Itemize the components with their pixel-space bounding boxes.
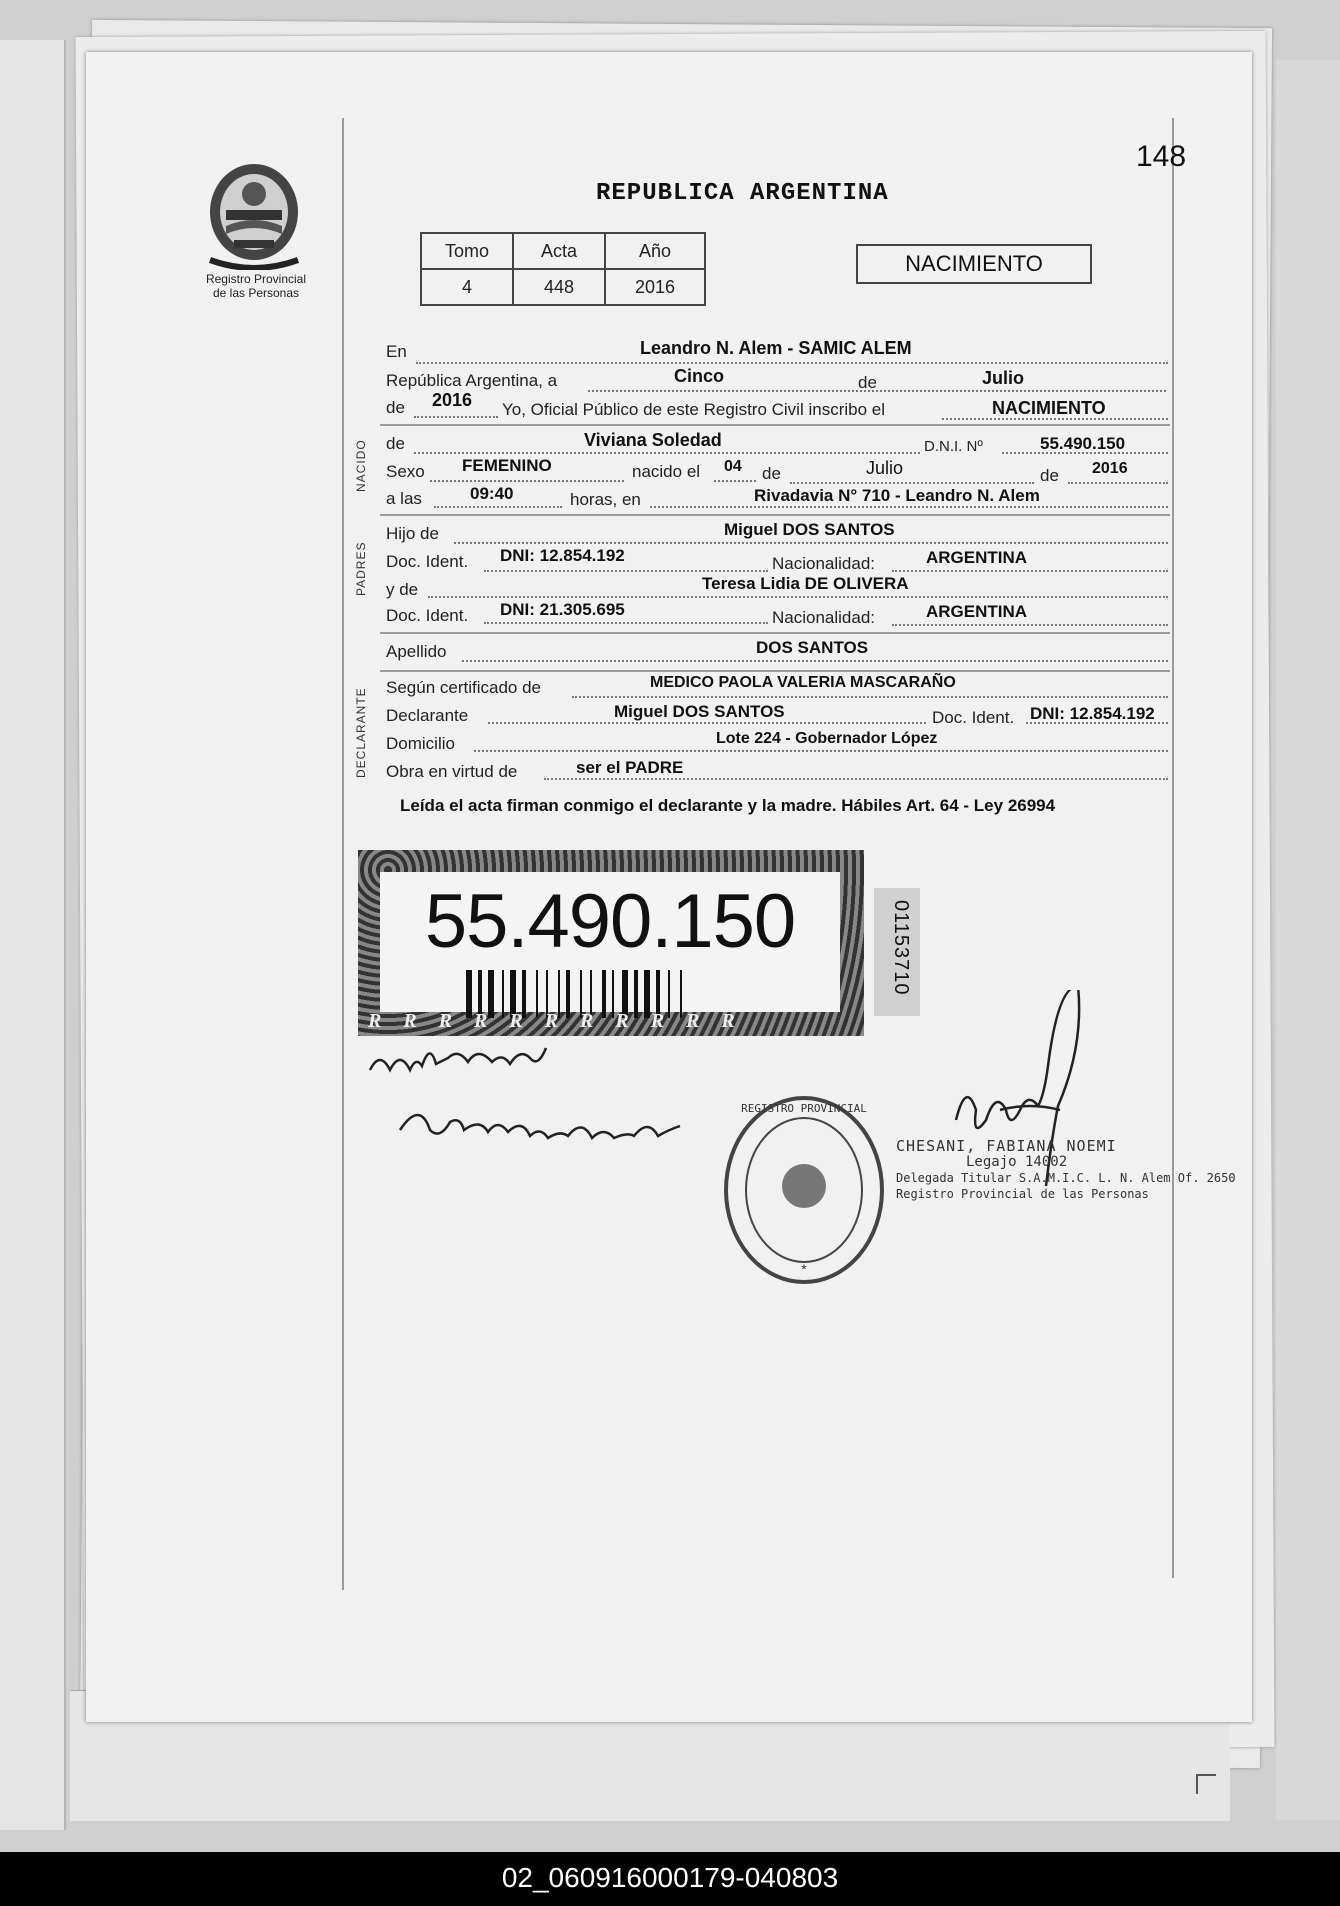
dotted-line — [892, 624, 1168, 626]
father-value: Miguel DOS SANTOS — [724, 520, 895, 539]
label-de: de — [858, 373, 877, 392]
dotted-line — [714, 480, 756, 482]
svg-text:*: * — [801, 1261, 807, 1277]
label-y-de: y de — [386, 580, 419, 599]
dotted-line — [428, 596, 1168, 598]
birth-place-value: Rivadavia N° 710 - Leandro N. Alem — [754, 486, 1040, 505]
label-horas-en: horas, en — [570, 490, 641, 509]
mother-nat-value: ARGENTINA — [926, 602, 1028, 621]
official-name: CHESANI, FABIANA NOEMI — [896, 1137, 1117, 1155]
label-oficial: Yo, Oficial Público de este Registro Civil inscribo el — [502, 400, 885, 419]
section-divider — [380, 424, 1170, 426]
country-title: REPUBLICA ARGENTINA — [596, 180, 889, 207]
label-a-las: a las — [386, 489, 422, 508]
registry-label — [186, 272, 326, 300]
label-doc-ident-1: Doc. Ident. — [386, 552, 469, 571]
table-row — [421, 269, 705, 305]
label-dni: D.N.I. Nº — [924, 438, 983, 455]
tomo-value: 4 — [421, 269, 513, 305]
margin-line-right — [1172, 118, 1174, 1578]
section-divider — [380, 670, 1170, 672]
registry-label-line: Registro Provincial — [205, 272, 307, 286]
birth-day-value: 04 — [724, 458, 742, 475]
scan-footer — [0, 1852, 1340, 1906]
label-hijo-de: Hijo de — [386, 524, 439, 543]
label-nacionalidad-1: Nacionalidad: — [772, 554, 876, 573]
page-number: 148 — [1136, 140, 1187, 173]
margin-line-left — [342, 118, 344, 1590]
dotted-line — [572, 696, 1168, 698]
dotted-line — [650, 506, 1168, 508]
label-de-month: de — [762, 464, 781, 483]
label-obra: Obra en virtud de — [386, 762, 518, 781]
dotted-line — [414, 416, 498, 418]
dotted-line — [462, 660, 1168, 662]
time-value: 09:40 — [470, 484, 514, 503]
dotted-line — [416, 362, 1168, 364]
label-nacionalidad-2: Nacionalidad: — [772, 608, 876, 627]
dotted-line — [474, 750, 1168, 752]
dotted-line — [544, 778, 1168, 780]
dotted-line — [1068, 482, 1168, 484]
right-sheet — [1276, 60, 1340, 1820]
left-sheet — [0, 40, 66, 1830]
dotted-line — [434, 506, 562, 508]
mother-signature-icon — [400, 1115, 680, 1138]
act-type-value: NACIMIENTO — [992, 398, 1106, 418]
declarant-doc-value: DNI: 12.854.192 — [1030, 704, 1155, 723]
dotted-line — [430, 480, 624, 482]
label-domicilio: Domicilio — [386, 734, 455, 753]
corner-mark — [1196, 1774, 1216, 1794]
official-position: Delegada Titular S.A.M.I.C. L. N. Alem Of. 2650 — [896, 1171, 1236, 1185]
label-sexo: Sexo — [386, 462, 425, 481]
address-value: Lote 224 - Gobernador López — [716, 730, 938, 747]
label-segun: Según certificado de — [386, 678, 541, 697]
label-doc-ident-2: Doc. Ident. — [386, 606, 469, 625]
mother-doc-value: DNI: 21.305.695 — [500, 600, 625, 619]
header-anio: Año — [605, 233, 705, 269]
year-value: 2016 — [432, 390, 473, 410]
table-header-row — [421, 233, 705, 269]
dotted-line — [790, 482, 1034, 484]
serial-number: 01153710 — [890, 900, 912, 996]
dotted-line — [488, 722, 926, 724]
label-en: En — [386, 342, 407, 361]
registry-label-line: de las Personas — [212, 286, 300, 300]
capacity-value: ser el PADRE — [576, 758, 684, 777]
birth-month-value: Julio — [866, 458, 904, 478]
day-words-value: Cinco — [674, 366, 725, 386]
declarant-value: Miguel DOS SANTOS — [614, 702, 785, 721]
label-de-year2: de — [1040, 466, 1059, 485]
section-divider — [380, 632, 1170, 634]
sticker-number: 55.490.150 — [424, 879, 796, 964]
birth-year-value: 2016 — [1092, 460, 1128, 477]
label-doc-ident-3: Doc. Ident. — [932, 708, 1015, 727]
official-stamp — [896, 1138, 1236, 1202]
section-label-nacido: NACIDO — [354, 439, 368, 492]
label-de-name: de — [386, 434, 405, 453]
header-acta: Acta — [513, 233, 605, 269]
dni-value: 55.490.150 — [1040, 434, 1126, 453]
section-label-declarante: DECLARANTE — [354, 687, 368, 778]
dotted-line — [454, 542, 1168, 544]
scan-id: 02_060916000179-040803 — [501, 1862, 839, 1893]
month-value: Julio — [982, 368, 1025, 388]
dotted-line — [588, 390, 1166, 392]
acta-value: 448 — [513, 269, 605, 305]
record-type-box: NACIMIENTO — [856, 244, 1092, 284]
certificate-value: MEDICO PAOLA VALERIA MASCARAÑO — [650, 674, 956, 691]
label-apellido: Apellido — [386, 642, 447, 661]
registry-seal-icon — [726, 1098, 882, 1282]
label-republica: República Argentina, a — [386, 371, 558, 390]
dotted-line — [484, 570, 768, 572]
svg-text:REGISTRO PROVINCIAL: REGISTRO PROVINCIAL — [741, 1102, 867, 1115]
father-doc-value: DNI: 12.854.192 — [500, 546, 625, 565]
name-value: Viviana Soledad — [584, 430, 722, 450]
sex-value: FEMENINO — [462, 456, 552, 475]
dotted-line — [892, 570, 1168, 572]
header-tomo: Tomo — [421, 233, 513, 269]
official-office: Registro Provincial de las Personas — [896, 1187, 1149, 1201]
place-value: Leandro N. Alem - SAMIC ALEM — [640, 338, 912, 358]
father-nat-value: ARGENTINA — [926, 548, 1028, 567]
section-label-padres: PADRES — [354, 541, 368, 596]
misiones-emblem-icon — [204, 160, 304, 270]
sticker-security-pattern: RRRRRRRRRRR — [368, 1010, 757, 1032]
label-declarante: Declarante — [386, 706, 469, 725]
label-de-year: de — [386, 398, 405, 417]
mother-value: Teresa Lidia DE OLIVERA — [702, 574, 909, 593]
closing-statement: Leída el acta firman conmigo el declarante y la madre. Hábiles Art. 64 - Ley 26994 — [400, 796, 1056, 815]
anio-value: 2016 — [605, 269, 705, 305]
surname-value: DOS SANTOS — [756, 638, 869, 657]
label-nacido-el: nacido el — [632, 462, 701, 481]
dotted-line — [414, 452, 920, 454]
dotted-line — [484, 622, 768, 624]
record-reference-table — [420, 232, 706, 306]
official-legajo: Legajo 14002 — [966, 1154, 1068, 1170]
declarant-signature-icon — [370, 1048, 546, 1070]
section-divider — [380, 514, 1170, 516]
